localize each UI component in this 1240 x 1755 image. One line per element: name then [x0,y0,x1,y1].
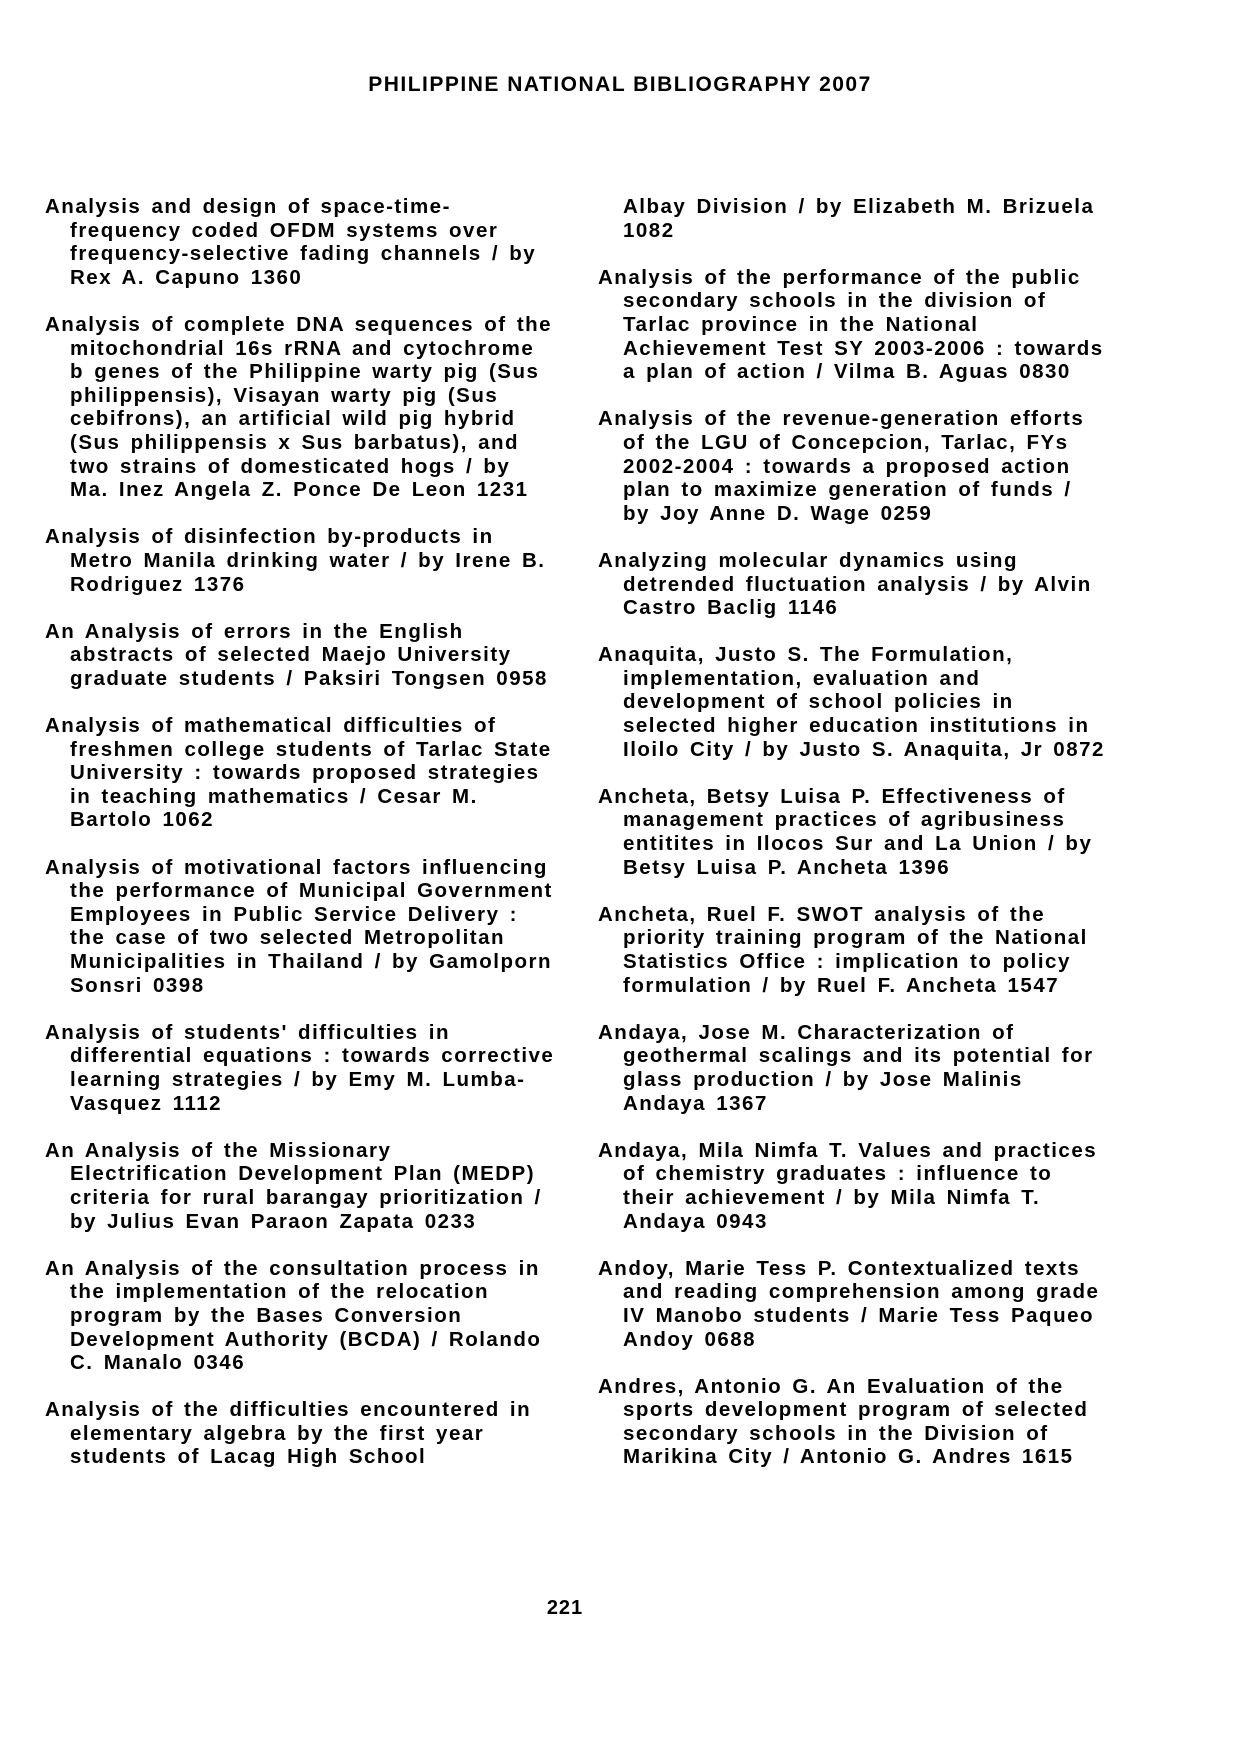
bibliography-entry: Analysis of motivational factors influencing the performance of Municipal Government Employees in Public Service Delivery : the case of two selected Metropolitan Municipalities in Thailand / by Gamolporn Sonsri 0398 [45,855,553,997]
bibliography-entry: Analysis of the difficulties encountered in elementary algebra by the first year students of Lacag High School [45,1398,532,1469]
bibliography-entry: Analysis of disinfection by-products in Metro Manila drinking water / by Irene B. Rodriguez 1376 [45,525,546,596]
bibliography-entry: Andaya, Jose M. Characterization of geothermal scalings and its potential for glass production / by Jose Malinis Andaya 1367 [598,1020,1094,1115]
bibliography-entry-continuation: Albay Division / by Elizabeth M. Brizuela 1082 [623,195,1095,242]
bibliography-entry: An Analysis of errors in the English abstracts of selected Maejo University graduate students / Paksiri Tongsen 0958 [45,619,548,690]
bibliography-entry: An Analysis of the Missionary Electrification Development Plan (MEDP) criteria for rural barangay prioritization / by Julius Evan Paraon Zapata 0233 [45,1138,542,1233]
right-column [598,195,1108,1493]
bibliography-entry: Ancheta, Ruel F. SWOT analysis of the priority training program of the National Statistics Office : implication to policy formulation / by Ruel F. Ancheta 1547 [598,902,1088,997]
bibliography-entry: Analysis of the revenue-generation efforts of the LGU of Concepcion, Tarlac, FYs 2002-2004 : towards a proposed action plan to maximize generation of funds / by Joy Anne D. Wage 0259 [598,407,1085,525]
bibliography-entry: Analysis and design of space-time-frequency coded OFDM systems over frequency-selective fading channels / by Rex A. Capuno 1360 [45,195,537,289]
bibliography-entry: An Analysis of the consultation process in the implementation of the relocation program by the Bases Conversion Development Authority (BCDA) / Rolando C. Manalo 0346 [45,1256,542,1375]
bibliography-entry: Analysis of the performance of the public secondary schools in the division of Tarlac province in the National Achievement Test SY 2003-2006 : towards a plan of action / Vilma B. Aguas 0830 [598,265,1104,384]
page-number: 221 [546,1597,584,1619]
bibliography-entry: Analysis of students' difficulties in differential equations : towards corrective learning strategies / by Emy M. Lumba-Vasquez 1112 [45,1020,555,1115]
bibliography-entry: Ancheta, Betsy Luisa P. Effectiveness of management practices of agribusiness entitites in Ilocos Sur and La Union / by Betsy Luisa P. Ancheta 1396 [598,784,1093,879]
bibliography-entry: Analyzing molecular dynamics using detrended fluctuation analysis / by Alvin Castro Baclig 1146 [598,548,1092,620]
bibliography-entry: Andoy, Marie Tess P. Contextualized texts and reading comprehension among grade IV Manobo students / Marie Tess Paqueo Andoy 0688 [598,1256,1100,1351]
bibliography-entry: Andres, Antonio G. An Evaluation of the sports development program of selected secondary schools in the Division of Marikina City / Antonio G. Andres 1615 [598,1374,1089,1469]
bibliography-entry: Analysis of mathematical difficulties of freshmen college students of Tarlac State University : towards proposed strategies in teaching mathematics / Cesar M. Bartolo 1062 [45,714,552,832]
left-column [45,195,555,1493]
page-header: PHILIPPINE NATIONAL BIBLIOGRAPHY 2007 [368,73,872,96]
bibliography-entry: Anaquita, Justo S. The Formulation, implementation, evaluation and development of school policies in selected higher education institutions in Iloilo City / by Justo S. Anaquita, Jr 0872 [598,643,1105,761]
bibliography-entry: Analysis of complete DNA sequences of the mitochondrial 16s rRNA and cytochrome b genes of the Philippine warty pig (Sus philippensis), Visayan warty pig (Sus cebifrons), an artificial wild pig hybrid (Sus philippensis x Sus barbatus), and two strains of domesticated hogs / by Ma. Inez Angela Z. Ponce De Leon 1231 [45,312,553,502]
bibliography-entry: Andaya, Mila Nimfa T. Values and practices of chemistry graduates : influence to their achievement / by Mila Nimfa T. Andaya 0943 [598,1138,1098,1233]
